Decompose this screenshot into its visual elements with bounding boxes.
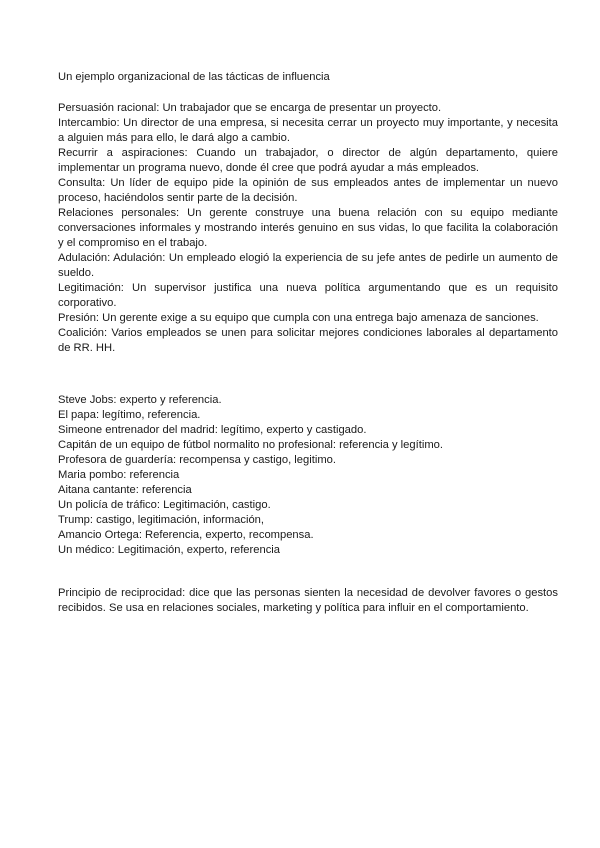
tactic-paragraph: Persuasión racional: Un trabajador que se encarga de presentar un proyecto. [58, 102, 442, 114]
tactic-paragraph: Intercambio: Un director de una empresa, si necesita cerrar un proyecto muy importante, y necesita a alguien más para ello, le dará algo a cambio. [58, 117, 558, 144]
example-line: Un médico: Legitimación, experto, referencia [58, 544, 280, 556]
example-line: Steve Jobs: experto y referencia. [58, 394, 222, 406]
examples-section [58, 393, 558, 558]
reciprocity-paragraph: Principio de reciprocidad: dice que las personas sienten la necesidad de devolver favores o gestos recibidos. Se usa en relaciones sociales, marketing y política para influir en el comportamiento. [58, 587, 558, 614]
example-line: Trump: castigo, legitimación, información, [58, 514, 265, 526]
tactic-paragraph: Adulación: Adulación: Un empleado elogió la experiencia de su jefe antes de pedirle un aumento de sueldo. [58, 252, 558, 279]
example-line: Simeone entrenador del madrid: legítimo, experto y castigado. [58, 424, 367, 436]
tactic-paragraph: Coalición: Varios empleados se unen para solicitar mejores condiciones laborales al departamento de RR. HH. [58, 327, 558, 354]
tactics-section [58, 101, 558, 356]
example-line: Aitana cantante: referencia [58, 484, 192, 496]
example-line: Capitán de un equipo de fútbol normalito no profesional: referencia y legítimo. [58, 439, 443, 451]
tactic-paragraph: Recurrir a aspiraciones: Cuando un trabajador, o director de algún departamento, quiere implementar un programa nuevo, donde él cree que podrá ayudar a más empleados. [58, 147, 558, 174]
example-line: Maria pombo: referencia [58, 469, 180, 481]
tactic-paragraph: Legitimación: Un supervisor justifica una nueva política argumentando que es un requisito corporativo. [58, 282, 558, 309]
reciprocity-section [58, 586, 558, 616]
example-line: Un policía de tráfico: Legitimación, castigo. [58, 499, 271, 511]
document-title: Un ejemplo organizacional de las tácticas de influencia [58, 71, 330, 83]
example-line: El papa: legítimo, referencia. [58, 409, 201, 421]
tactic-paragraph: Presión: Un gerente exige a su equipo que cumpla con una entrega bajo amenaza de sanciones. [58, 312, 539, 324]
tactic-paragraph: Consulta: Un líder de equipo pide la opinión de sus empleados antes de implementar un nuevo proceso, haciéndolos sentir parte de la decisión. [58, 177, 558, 204]
example-line: Profesora de guardería: recompensa y castigo, legitimo. [58, 454, 336, 466]
example-line: Amancio Ortega: Referencia, experto, recompensa. [58, 529, 314, 541]
tactic-paragraph: Relaciones personales: Un gerente construye una buena relación con su equipo mediante conversaciones informales y mostrando interés genuino en sus vidas, lo que facilita la colaboración y el compromiso en el trabajo. [58, 207, 558, 249]
